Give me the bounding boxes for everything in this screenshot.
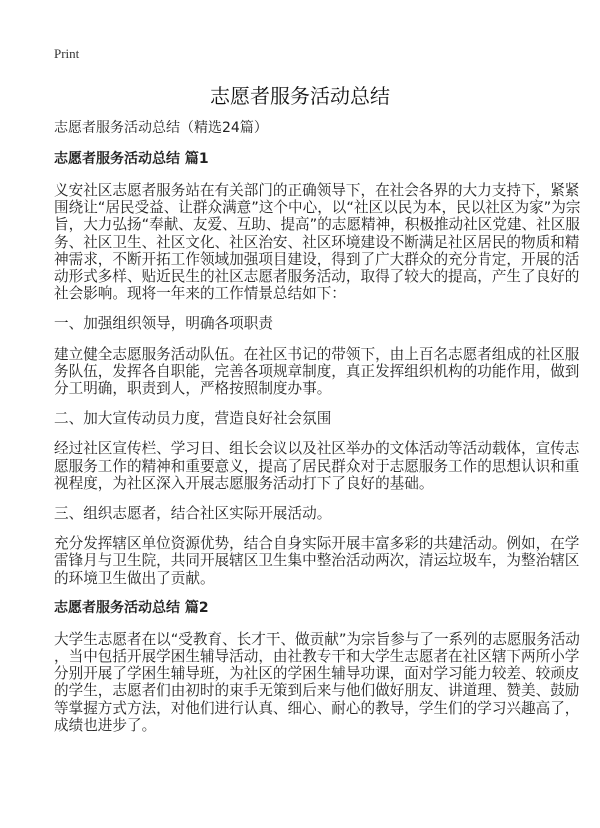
- paragraph-line: 经过社区宣传栏、学习日、组长会议以及社区举办的文体活动等活动载体，宣传志: [54, 440, 580, 458]
- paragraph-line: 分工明确，职责到人，严格按照制度办事。: [54, 380, 332, 398]
- paragraph-line: 雷锋月与卫生院，共同开展辖区卫生集中整治活动两次，清运垃圾车，为整治辖区: [54, 552, 580, 570]
- paragraph: [54, 345, 580, 398]
- paragraph: [54, 315, 554, 332]
- paragraph-line: 一、加强组织领导，明确各项职责: [54, 315, 273, 333]
- paragraph-line: 视程度，为社区深入开展志愿服务活动打下了良好的基础。: [54, 474, 434, 492]
- paragraph-line: 成绩也进步了。: [54, 716, 157, 734]
- paragraph-line: 建立健全志愿服务活动队伍。在社区书记的带领下，由上百名志愿者组成的社区服: [54, 345, 580, 363]
- paragraph-line: 的环境卫生做出了贡献。: [54, 569, 215, 587]
- paragraph-line: 动形式多样、贴近民生的社区志愿者服务活动，取得了较大的提高，产生了良好的: [54, 268, 580, 286]
- paragraph: [54, 505, 554, 522]
- paragraph: [54, 182, 581, 303]
- paragraph-line: 围绕让“居民受益、让群众满意”这个中心，以“社区以民为本，民以社区为家”为宗: [54, 199, 581, 217]
- paragraph-line: 二、加大宣传动员力度，营造良好社会氛围: [54, 410, 332, 428]
- paragraph-line: 分别开展了学困生辅导班，为社区的学困生辅导功课，面对学习能力较差、较顽皮: [54, 665, 580, 683]
- section-heading: 志愿者服务活动总结 篇2: [54, 599, 209, 616]
- paragraph-line: 愿服务工作的精神和重要意义，提高了居民群众对于志愿服务工作的思想认识和重: [54, 457, 580, 475]
- paragraph-line: 务、社区卫生、社区文化、社区治安、社区环境建设不断满足社区居民的物质和精: [54, 233, 580, 251]
- paragraph-line: ，当中包括开展学困生辅导活动，由社教专干和大学生志愿者在社区辖下两所小学: [54, 648, 580, 666]
- paragraph: [54, 410, 554, 427]
- paragraph-line: 充分发挥辖区单位资源优势，结合自身实际开展丰富多彩的共建活动。例如，在学: [54, 535, 580, 553]
- paragraph-line: 义安社区志愿者服务站在有关部门的正确领导下，在社会各界的大力支持下，紧紧: [54, 182, 580, 199]
- paragraph-line: 务队伍，发挥各自职能，完善各项规章制度，真正发挥组织机构的功能作用，做到: [54, 362, 580, 380]
- section-heading: 志愿者服务活动总结 篇1: [54, 151, 209, 167]
- paragraph-line: 神需求，不断开拓工作领域加强项目建设，得到了广大群众的充分肯定，开展的活: [54, 250, 580, 268]
- paragraph-line: 社会影响。现将一年来的工作情景总结如下：: [54, 285, 346, 303]
- paragraph: [54, 630, 580, 734]
- document-blocks: [54, 151, 581, 734]
- paragraph-line: 旨，大力弘扬“奉献、友爱、互助、提高”的志愿精神，积极推动社区党建、社区服: [54, 216, 580, 234]
- page-title: 志愿者服务活动总结: [210, 84, 390, 108]
- document-body: [54, 120, 581, 747]
- print-link[interactable]: Print: [54, 46, 80, 61]
- paragraph: [54, 535, 580, 587]
- paragraph-line: 大学生志愿者在以“受教育、长才干、做贡献”为宗旨参与了一系列的志愿服务活动: [54, 630, 580, 648]
- paragraph-line: 等掌握方式方法，对他们进行认真、细心、耐心的教导，学生们的学习兴趣高了，: [54, 699, 580, 717]
- document-subtitle: 志愿者服务活动总结（精选24篇）: [54, 120, 268, 136]
- paragraph: [54, 440, 580, 492]
- paragraph-line: 的学生，志愿者们由初时的束手无策到后来与他们做好朋友、讲道理、赞美、鼓励: [54, 682, 580, 700]
- paragraph-line: 三、组织志愿者，结合社区实际开展活动。: [54, 505, 332, 523]
